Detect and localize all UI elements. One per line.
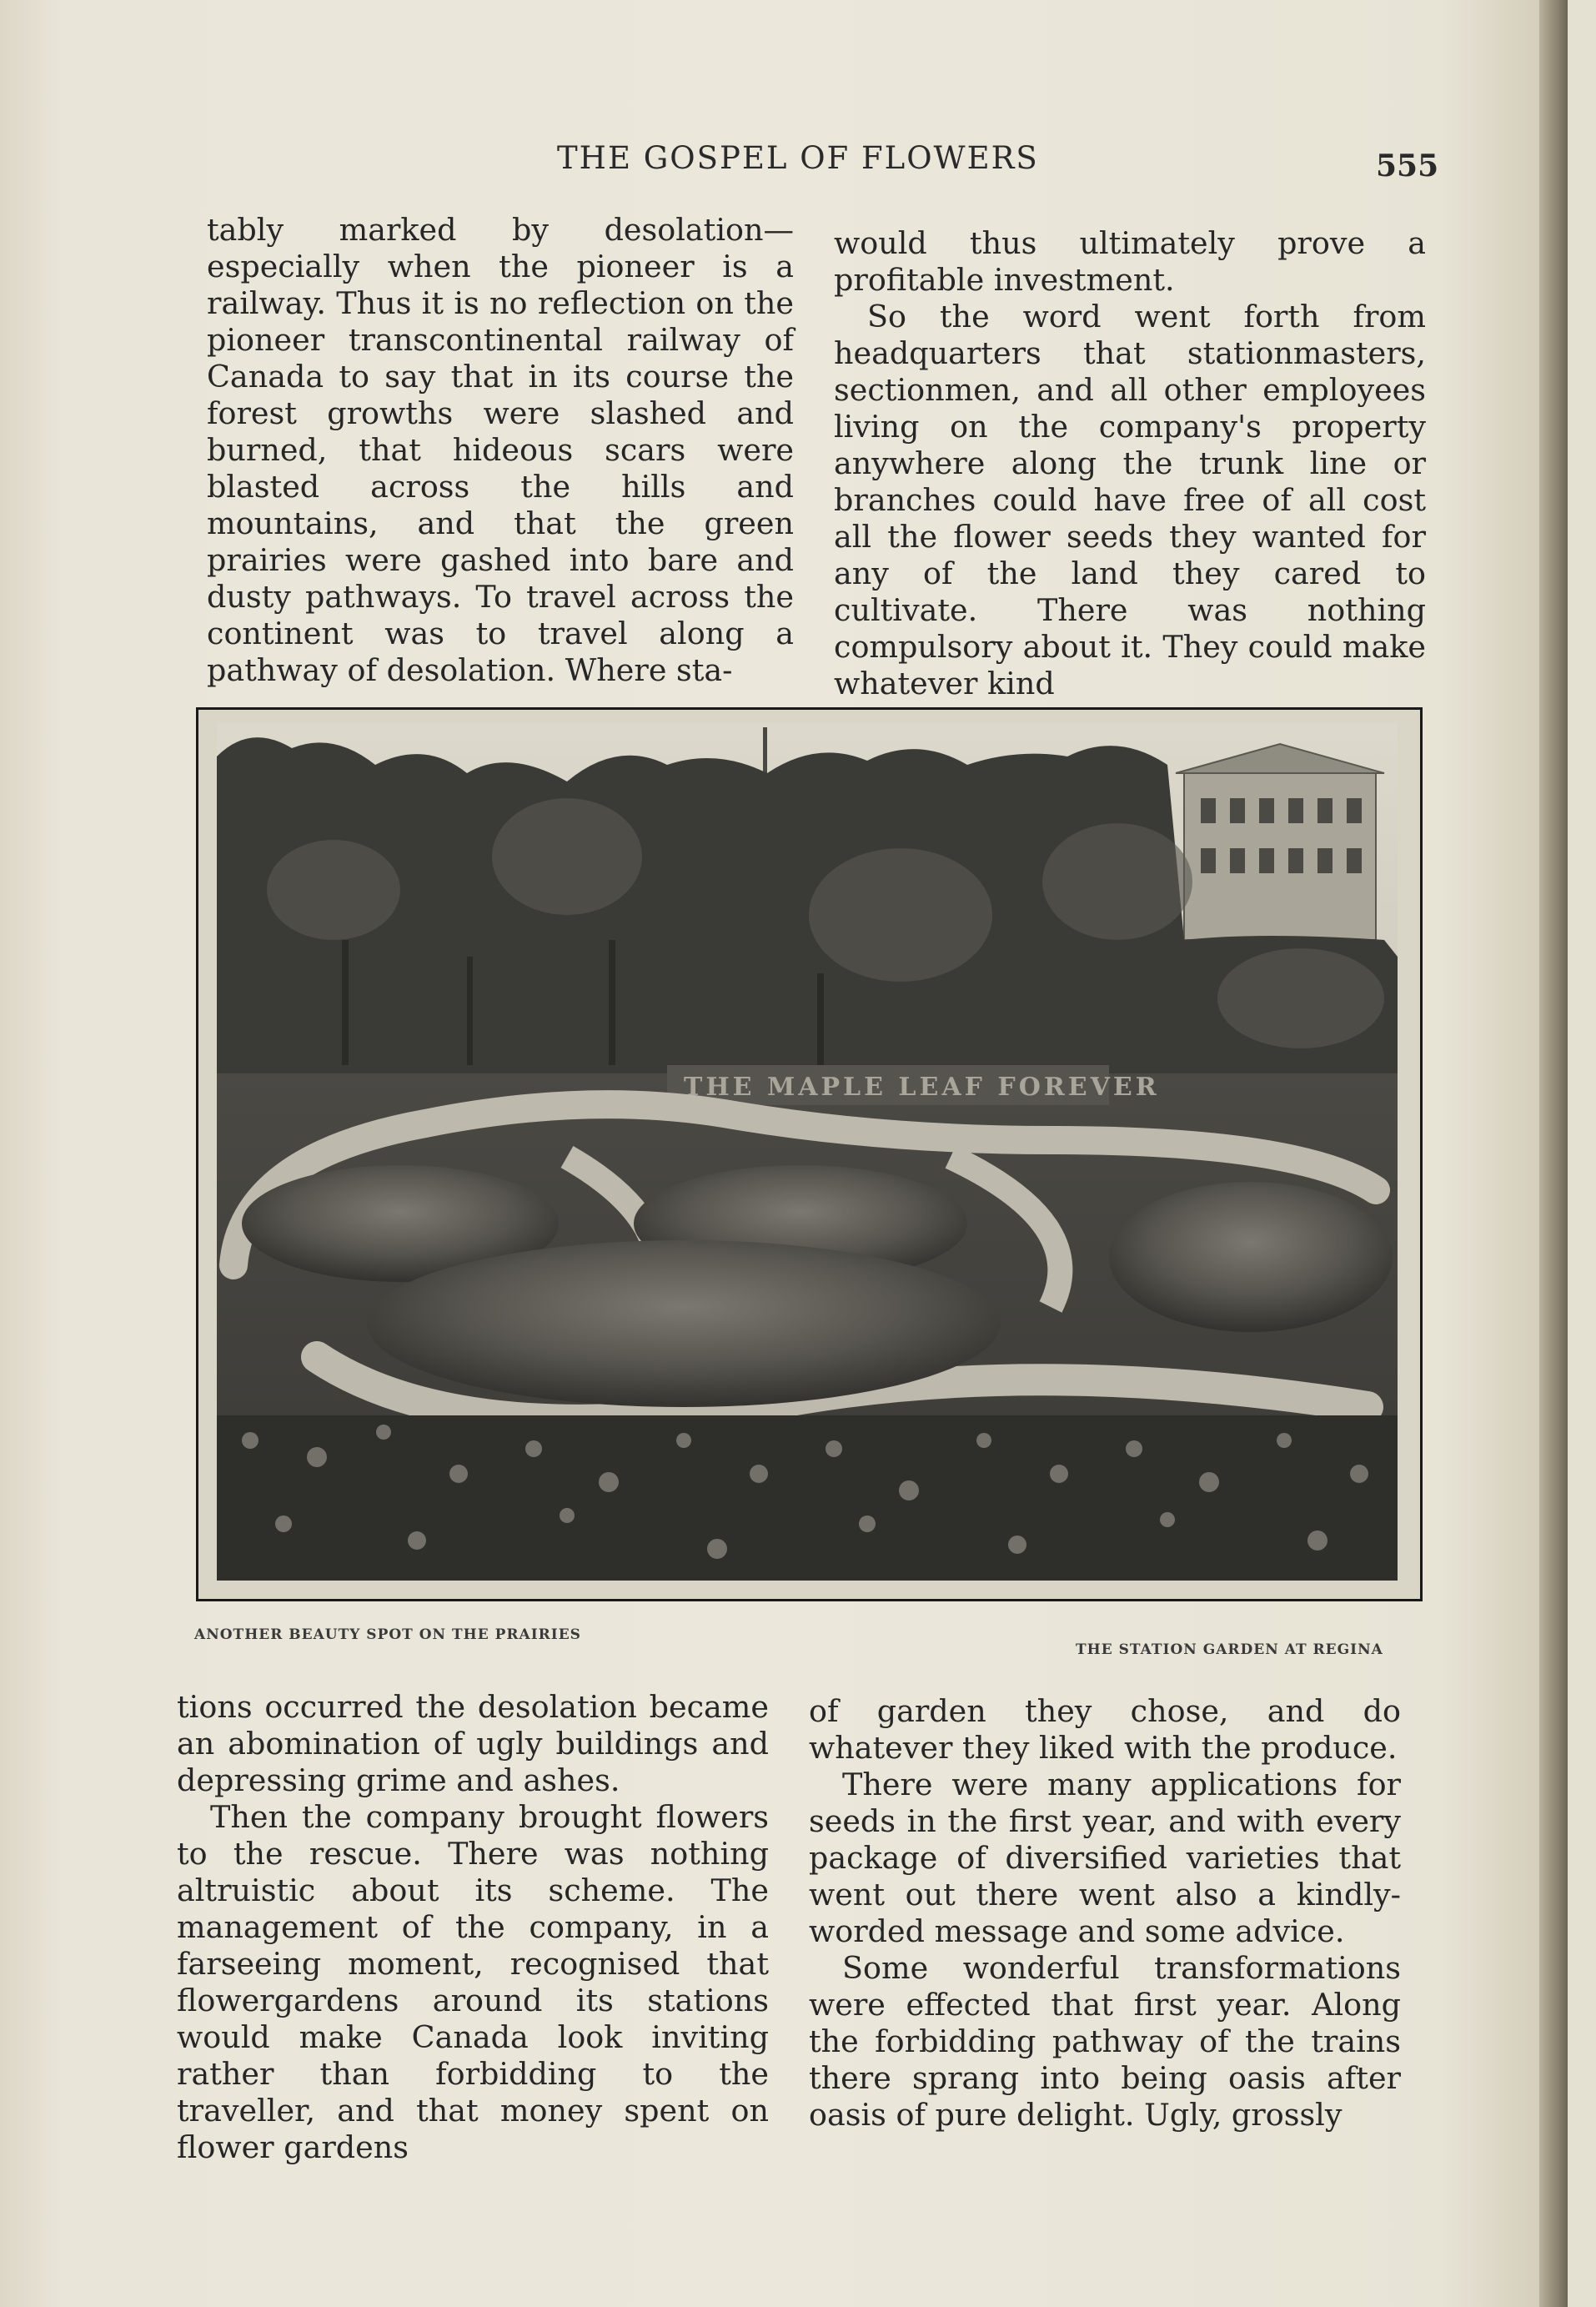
figure-caption-right: THE STATION GARDEN AT REGINA bbox=[1076, 1641, 1383, 1658]
photograph-frame bbox=[196, 707, 1423, 1601]
flower-border bbox=[217, 1415, 1398, 1581]
paragraph: So the word went forth from headquarters that stationmasters, sectionmen, and all other employees living on the company's property anywhere along the trunk line or branches could have free of all cost all the flower seeds they wanted for any of the land they cared to cultivate. There was nothing compulsory about it. They could make whatever kind bbox=[834, 299, 1426, 701]
paragraph: of garden they chose, and do whatever they liked with the produce. bbox=[809, 1693, 1401, 1766]
running-head: THE GOSPEL OF FLOWERS bbox=[557, 140, 1039, 176]
paragraph: would thus ultimately prove a profitable investment. bbox=[834, 225, 1426, 298]
building bbox=[1176, 744, 1384, 940]
column-bottom-left bbox=[177, 1689, 769, 2166]
garden-photograph bbox=[217, 723, 1398, 1581]
page-binding-edge bbox=[1539, 0, 1568, 2307]
svg-text:THE MAPLE LEAF FOREVER: THE MAPLE LEAF FOREVER bbox=[684, 1073, 1160, 1102]
flower-bed bbox=[367, 1240, 1001, 1407]
paragraph: tably marked by desolation—especially when the pioneer is a railway. Thus it is no reflection on the pioneer transcontinental railway of Canada to say that in its course the forest growths were slashed and burned, that hideous scars were blasted across the hills and mountains, and that the green prairies were gashed into bare and dusty pathways. To travel across the continent was to travel along a pathway of desolation. Where sta- bbox=[207, 212, 794, 688]
paragraph: Some wonderful transformations were effected that first year. Along the forbidding pathway of the trains there sprang into being oasis after oasis of pure delight. Ugly, grossly bbox=[809, 1950, 1401, 2133]
paragraph: tions occurred the desolation became an abomination of ugly buildings and depressing grime and ashes. bbox=[177, 1689, 769, 1798]
hedge-lettering bbox=[667, 1065, 1160, 1105]
column-top-right bbox=[834, 225, 1426, 702]
column-top-left bbox=[207, 212, 794, 689]
flower-bed bbox=[1109, 1182, 1393, 1332]
page-number: 555 bbox=[1376, 148, 1439, 183]
figure-caption-left: ANOTHER BEAUTY SPOT ON THE PRAIRIES bbox=[194, 1626, 581, 1643]
paragraph: There were many applications for seeds in the first year, and with every package of diversified varieties that went out there went also a kindly-worded message and some advice. bbox=[809, 1767, 1401, 1949]
column-bottom-right bbox=[809, 1693, 1401, 2134]
paragraph: Then the company brought flowers to the rescue. There was nothing altruistic about its scheme. The management of the company, in a farseeing moment, recognised that flowergardens around its stations would make Canada look inviting rather than forbidding to the traveller, and that money spent on flower gardens bbox=[177, 1799, 769, 2165]
